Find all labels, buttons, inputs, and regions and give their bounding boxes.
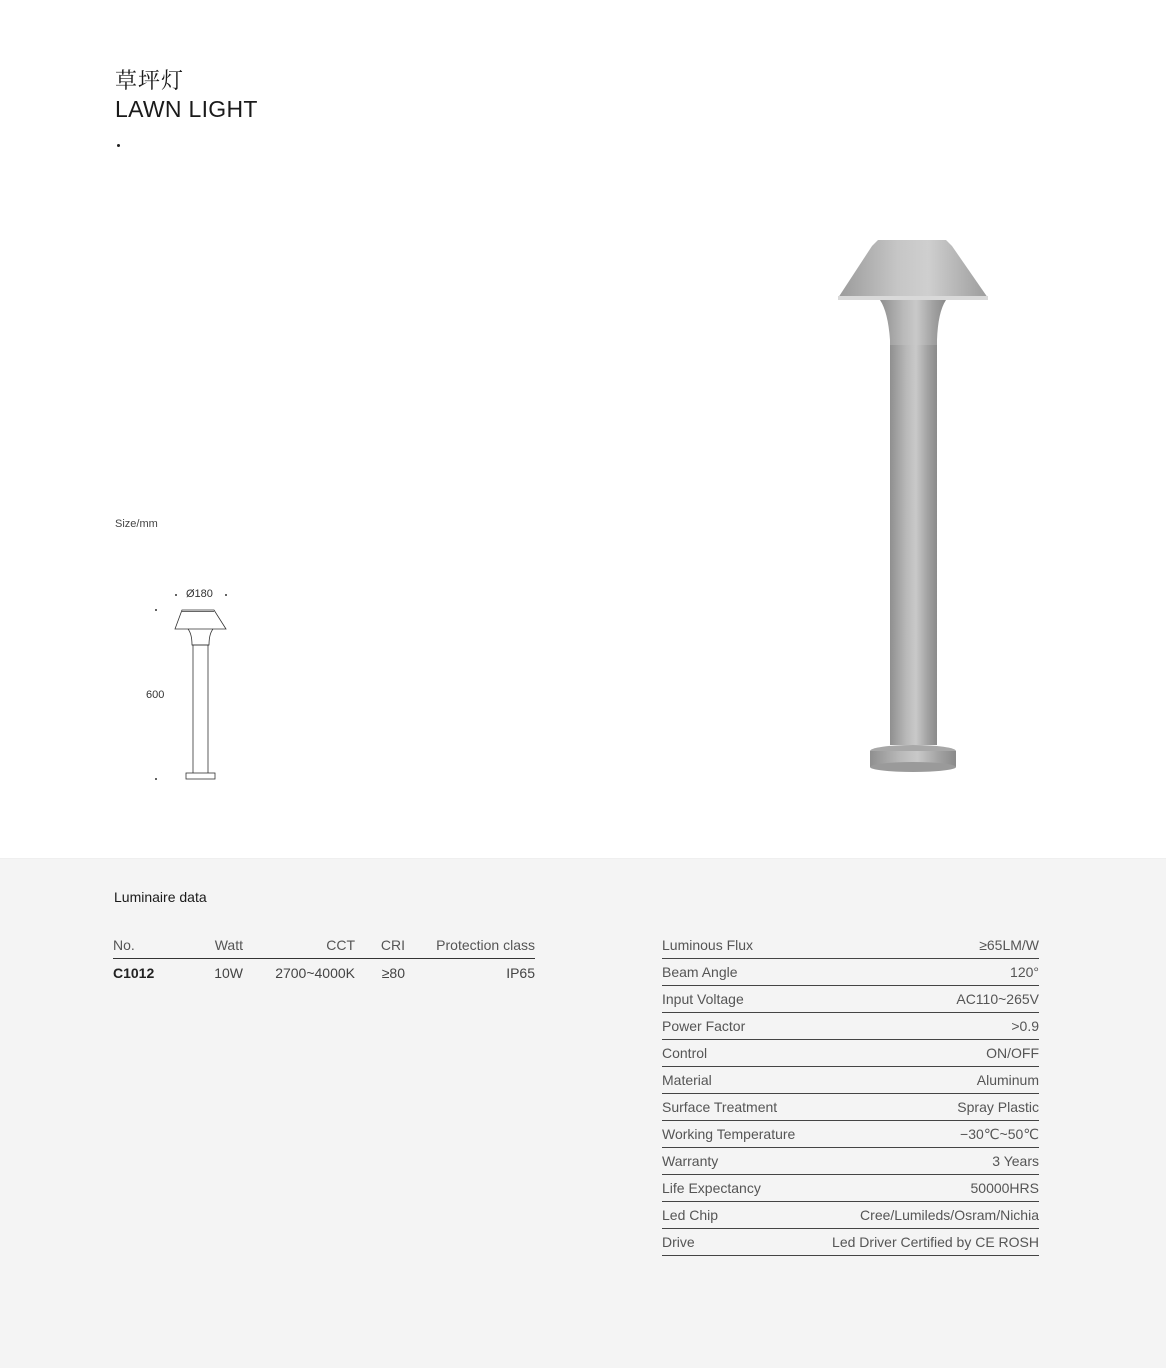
spec-row [662, 1067, 1039, 1094]
spec-value: ≥65LM/W [979, 937, 1039, 953]
spec-label: Led Chip [662, 1207, 719, 1223]
spec-row [662, 1202, 1039, 1229]
spec-label: Beam Angle [662, 964, 738, 980]
spec-value: >0.9 [1011, 1018, 1039, 1034]
spec-value: Spray Plastic [957, 1099, 1039, 1115]
spec-value: Aluminum [976, 1072, 1039, 1088]
cell-no: C1012 [113, 965, 155, 981]
table-header-row [113, 936, 535, 959]
spec-label: Working Temperature [662, 1126, 796, 1142]
spec-label: Material [662, 1072, 712, 1088]
spec-value: Cree/Lumileds/Osram/Nichia [860, 1207, 1039, 1223]
title-bullet [117, 144, 120, 147]
dimension-marker [225, 594, 227, 596]
spec-value: ON/OFF [986, 1045, 1039, 1061]
cell-watt: 10W [214, 965, 243, 981]
column-header-cri: CRI [355, 936, 405, 959]
column-header-no: No. [113, 936, 183, 959]
spec-label: Life Expectancy [662, 1180, 761, 1196]
spec-value: 3 Years [992, 1153, 1039, 1169]
spec-row [662, 1148, 1039, 1175]
product-photo [830, 230, 1000, 780]
cell-cri: ≥80 [381, 965, 405, 981]
cell-cct: 2700~4000K [275, 965, 355, 981]
spec-row [662, 1013, 1039, 1040]
dimension-height: 600 [146, 689, 165, 701]
line-drawing-icon [170, 600, 234, 784]
column-header-protection: Protection class [405, 936, 535, 959]
spec-label: Power Factor [662, 1018, 746, 1034]
column-header-watt: Watt [183, 936, 243, 959]
spec-value: −30℃~50℃ [960, 1126, 1039, 1142]
spec-row [662, 1229, 1039, 1256]
spec-label: Control [662, 1045, 708, 1061]
spec-row [662, 1121, 1039, 1148]
spec-row [662, 932, 1039, 959]
luminaire-table [113, 936, 535, 982]
title-english: LAWN LIGHT [115, 96, 258, 122]
spec-row [662, 1040, 1039, 1067]
section-title: Luminaire data [114, 889, 207, 905]
spec-row [662, 986, 1039, 1013]
cell-protection: IP65 [506, 965, 535, 981]
dimension-marker [155, 609, 157, 611]
spec-row [662, 1175, 1039, 1202]
spec-row [662, 959, 1039, 986]
spec-label: Warranty [662, 1153, 719, 1169]
spec-list [662, 932, 1039, 1256]
spec-label: Input Voltage [662, 991, 744, 1007]
spec-row [662, 1094, 1039, 1121]
spec-value: 120° [1010, 964, 1039, 980]
dimension-diameter: Ø180 [186, 588, 213, 600]
column-header-cct: CCT [243, 936, 355, 959]
spec-value: 50000HRS [970, 1180, 1039, 1196]
spec-value: AC110~265V [956, 991, 1039, 1007]
title-chinese: 草坪灯 [115, 69, 185, 94]
spec-label: Surface Treatment [662, 1099, 778, 1115]
dimension-marker [175, 594, 177, 596]
dimension-marker [155, 778, 157, 780]
spec-label: Drive [662, 1234, 695, 1250]
spec-value: Led Driver Certified by CE ROSH [832, 1234, 1039, 1250]
spec-label: Luminous Flux [662, 937, 754, 953]
table-row [113, 959, 535, 983]
size-label: Size/mm [115, 518, 158, 530]
